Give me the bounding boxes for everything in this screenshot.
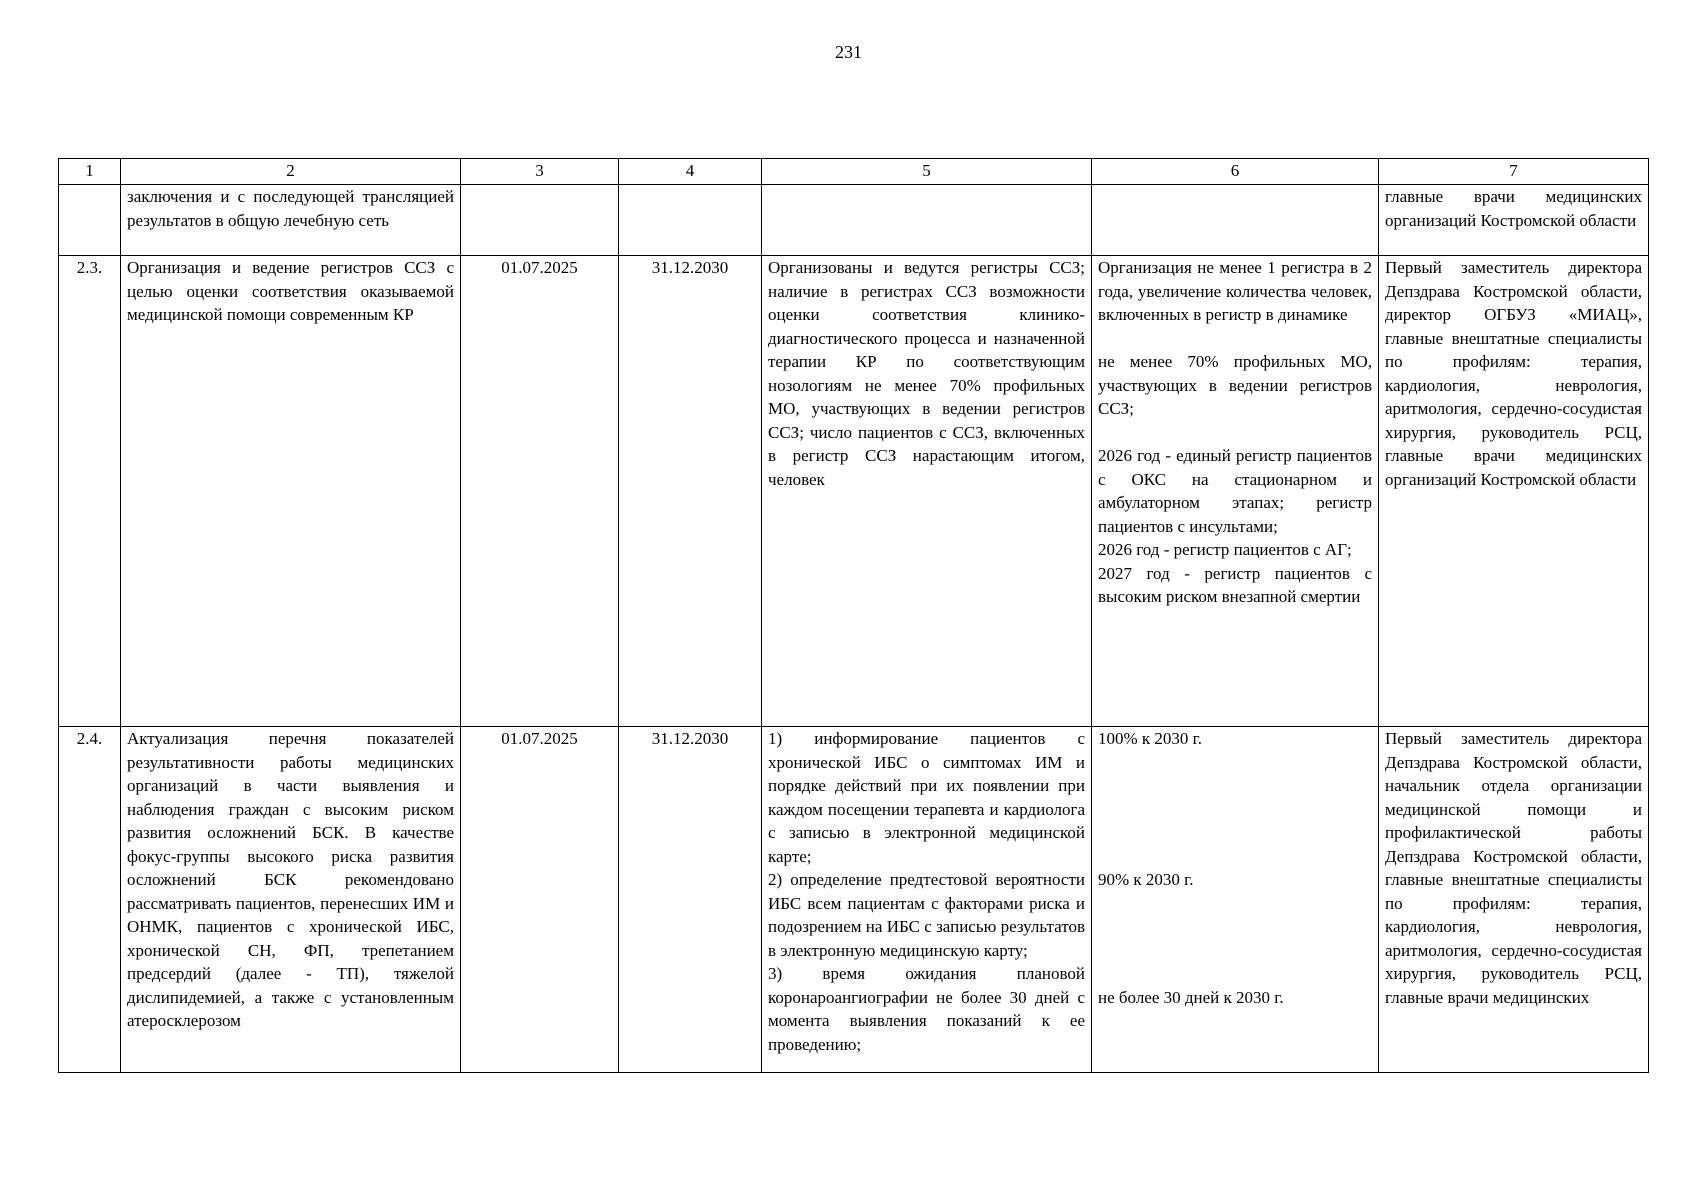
indicators-cell <box>1092 256 1379 727</box>
indicator-text: 90% к 2030 г. <box>1098 870 1194 889</box>
spacer <box>1098 962 1372 986</box>
table-row <box>59 256 1649 727</box>
indicator-text: 2026 год - регистр пациентов с АГ; <box>1098 540 1352 559</box>
start-date: 01.07.2025 <box>461 727 619 1073</box>
responsible-persons: Первый заместитель директора Депздрава Костромской области, директор ОГБУЗ «МИАЦ», главные внештатные специалисты по профилям: терапия, кардиология, неврология, аритмология, сердечно-сосудистая хирургия, руководитель РСЦ, главные врачи медицинских организаций Костромской области <box>1379 256 1649 727</box>
table-row <box>59 185 1649 256</box>
row-number: 2.4. <box>59 727 121 1073</box>
column-header: 1 <box>59 159 121 185</box>
end-date: 31.12.2030 <box>619 256 762 727</box>
indicators-cell <box>1092 727 1379 1073</box>
end-date: 31.12.2030 <box>619 727 762 1073</box>
responsible-persons: Первый заместитель директора Депздрава Костромской области, начальник отдела организации медицинской помощи и профилактической работы Депздрава Костромской области, главные внештатные специалисты по профилям: терапия, кардиология, неврология, аритмология, сердечно-сосудистая хирургия, руководитель РСЦ, главные врачи медицинских <box>1379 727 1649 1073</box>
table-row <box>59 727 1649 1073</box>
indicator-text: не менее 70% профильных МО, участвующих в ведении регистров ССЗ; <box>1098 352 1372 418</box>
row-number: 2.3. <box>59 256 121 727</box>
spacer <box>1098 915 1372 939</box>
spacer <box>1098 821 1372 845</box>
table-header-row <box>59 159 1649 185</box>
column-header: 5 <box>762 159 1092 185</box>
spacer <box>1098 421 1372 445</box>
measure-name: Актуализация перечня показателей результативности работы медицинских организаций в части выявления и наблюдения граждан с высоким риском развития осложнений БСК. В качестве фокус-группы высокого риска развития осложнений БСК рекомендовано рассматривать пациентов, перенесших ИМ и ОНМК, пациентов с хронической ИБС, хронической СН, ФП, трепетанием предсердий (далее - ТП), тяжелой дислипидемией, а также с установленным атеросклерозом <box>121 727 461 1073</box>
result-item: 1) информирование пациентов с хронической ИБС о симптомах ИМ и порядке действий при их появлении при каждом посещении терапевта и кардиолога с записью в электронной медицинской карте; <box>768 729 1085 866</box>
end-date <box>619 185 762 256</box>
measure-name: Организация и ведение регистров ССЗ с целью оценки соответствия оказываемой медицинской помощи современным КР <box>121 256 461 727</box>
result-item: 2) определение предтестовой вероятности ИБС всем пациентам с факторами риска и подозрением на ИБС с записью результатов в электронную медицинскую карту; <box>768 870 1085 960</box>
measures-table <box>58 158 1649 1073</box>
expected-result <box>762 727 1092 1073</box>
indicator-text: 2026 год - единый регистр пациентов с ОКС на стационарном и амбулаторном этапах; регистр пациентов с инсультами; <box>1098 446 1372 536</box>
result-item: 3) время ожидания плановой коронароангиографии не более 30 дней с момента выявления показаний к ее проведению; <box>768 964 1085 1054</box>
start-date: 01.07.2025 <box>461 256 619 727</box>
indicator-text: 2027 год - регистр пациентов с высоким риском внезапной смертии <box>1098 563 1372 606</box>
spacer <box>1098 327 1372 351</box>
expected-result <box>762 185 1092 256</box>
responsible-persons: главные врачи медицинских организаций Костромской области <box>1379 185 1649 256</box>
measure-name: заключения и с последующей трансляцией результатов в общую лечебную сеть <box>121 185 461 256</box>
spacer <box>1098 774 1372 798</box>
indicator-text: не более 30 дней к 2030 г. <box>1098 987 1284 1007</box>
row-number <box>59 185 121 256</box>
column-header: 3 <box>461 159 619 185</box>
spacer <box>1098 751 1372 775</box>
indicators-cell <box>1092 185 1379 256</box>
column-header: 7 <box>1379 159 1649 185</box>
indicator-text: Организация не менее 1 регистра в 2 года, увеличение количества человек, включенных в регистр в динамике <box>1098 258 1372 324</box>
expected-result: Организованы и ведутся регистры ССЗ; наличие в регистрах ССЗ возможности оценки соответствия клинико-диагностического процесса и назначенной терапии КР по соответствующим нозологиям не менее 70% профильных МО, участвующих в ведении регистров ССЗ; число пациентов с ССЗ, включенных в регистр ССЗ нарастающим итогом, человек <box>762 256 1092 727</box>
column-header: 6 <box>1092 159 1379 185</box>
start-date <box>461 185 619 256</box>
page-number: 231 <box>835 42 862 62</box>
indicator-text: 100% к 2030 г. <box>1098 729 1202 748</box>
spacer <box>1098 798 1372 822</box>
spacer <box>1098 892 1372 916</box>
spacer <box>1098 845 1372 869</box>
spacer <box>1098 939 1372 963</box>
column-header: 4 <box>619 159 762 185</box>
column-header: 2 <box>121 159 461 185</box>
